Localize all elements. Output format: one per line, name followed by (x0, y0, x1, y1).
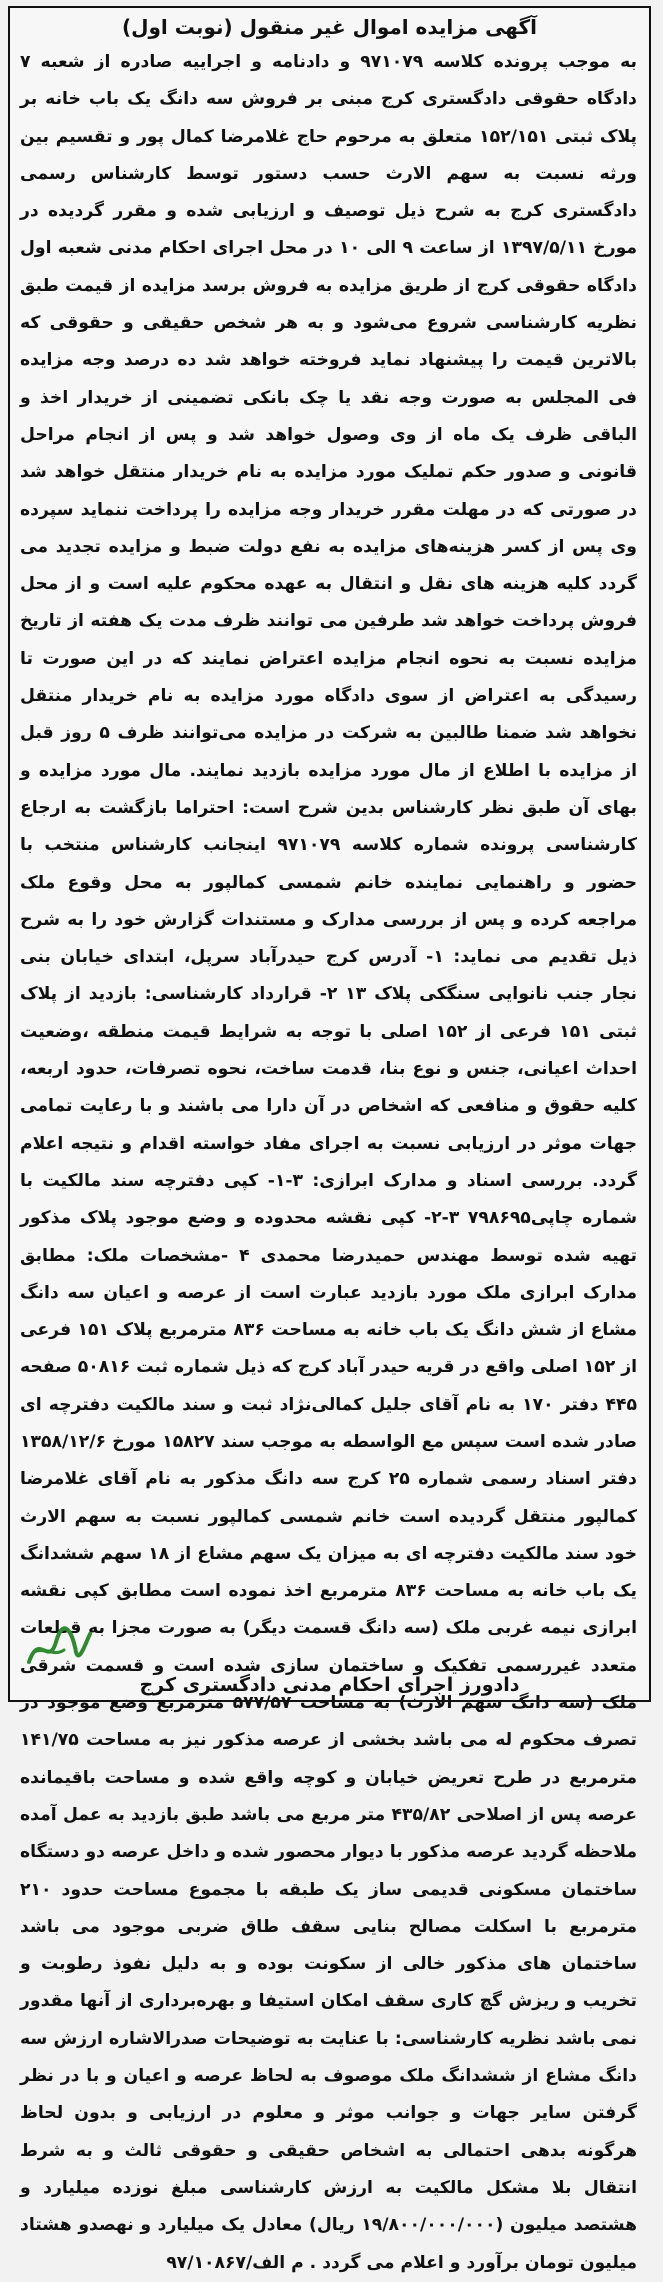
signature-scribble (24, 1622, 94, 1672)
notice-signature: دادورز اجرای احکام مدنی دادگستری کرج (139, 1674, 520, 1696)
notice-title: آگهی مزایده اموال غیر منقول (نوبت اول) (122, 15, 537, 39)
notice-body: به موجب پرونده کلاسه ۹۷۱۰۷۹ و دادنامه و اجراییه صادره از شعبه ۷ دادگاه حقوقی دادگستری کرج مبنی بر فروش سه دانگ یک باب خانه بر پلاک ثبتی ۱۵۲/۱۵۱ متعلق به مرحوم حاج غلامرضا کمال پور و تقسیم بین ورثه نسبت به سهم الارث حسب دستور توسط کارشناس رسمی دادگستری کرج به شرح ذیل توصیف و ارزیابی شده و مقرر گردیده در مورخ ۱۳۹۷/۵/۱۱ از ساعت ۹ الی ۱۰ در محل اجرای احکام مدنی شعبه اول دادگاه حقوقی کرج از طریق مزایده به فروش برسد مزایده از قیمت طبق نظریه کارشناسی شروع می‌شود و به هر شخص حقیقی و حقوقی که بالاترین قیمت را پیشنهاد نماید فروخته خواهد شد ده درصد وجه مزایده فی المجلس به صورت وجه نقد یا چک بانکی تضمینی از خریدار اخذ و الباقی ظرف یک ماه از وی وصول خواهد شد و پس از انجام مراحل قانونی و صدور حکم تملیک مورد مزایده به نام خریدار منتقل خواهد شد در صورتی که در مهلت مقرر خریدار وجه مزایده را پرداخت ننماید سپرده وی پس از کسر هزینه‌های مزایده به نفع دولت ضبط و مزایده تجدید می گردد کلیه هزینه های نقل و انتقال به عهده محکوم علیه است و از محل فروش پرداخت خواهد شد طرفین می توانند ظرف مدت یک هفته از تاریخ مزایده نسبت به نحوه انجام مزایده اعتراض نمایند که در این صورت تا رسیدگی به اعتراض از سوی دادگاه مورد مزایده به نام خریدار منتقل نخواهد شد ضمنا طالبین به شرکت در مزایده می‌توانند ظرف ۵ روز قبل از مزایده با اطلاع از مال مورد مزایده بازدید نمایند. مال مورد مزایده و بهای آن طبق نظر کارشناس بدین شرح است: احتراما بازگشت به ارجاع کارشناسی پرونده شماره کلاسه ۹۷۱۰۷۹ اینجانب کارشناس منتخب با حضور و راهنمایی نماینده خانم شمسی کمالپور به محل وقوع ملک مراجعه کرده و پس از بررسی مدارک و مستندات گزارش خود را به شرح ذیل تقدیم می نماید: ۱- آدرس کرج حیدرآباد سرپل، ابتدای خیابان بنی نجار جنب نانوایی سنگکی پلاک ۱۳ ۲- قرارداد کارشناسی: بازدید از پلاک ثبتی ۱۵۱ فرعی از ۱۵۲ اصلی با توجه به شرایط قیمت منطقه ،وضعیت احداث اعیانی، جنس و نوع بنا، قدمت ساخت، نحوه تصرفات، حدود اربعه، کلیه حقوق و منافعی که اشخاص در آن دارا می باشند و با رعایت تمامی جهات موثر در ارزیابی نسبت به اجرای مفاد خواسته اقدام و نتیجه اعلام گردد. بررسی اسناد و مدارک ابرازی: ۳-۱- کپی دفترچه سند مالکیت با شماره چاپی۷۹۸۶۹۵ ۳-۲- کپی نقشه محدوده و وضع موجود پلاک مذکور تهیه شده توسط مهندس حمیدرضا محمدی ۴ -مشخصات ملک: مطابق مدارک ابرازی ملک مورد بازدید عبارت است از عرصه و اعیان سه دانگ مشاع از شش دانگ یک باب خانه به مساحت ۸۳۶ مترمربع پلاک ۱۵۱ فرعی از ۱۵۲ اصلی واقع در قریه حیدر آباد کرج که ذیل شماره ثبت ۵۰۸۱۶ صفحه ۴۴۵ دفتر ۱۷۰ به نام آقای جلیل کمالی‌نژاد ثبت و سند مالکیت دفترچه ای صادر شده است سپس مع الواسطه به موجب سند ۱۵۸۲۷ مورخ ۱۳۵۸/۱۲/۶ دفتر اسناد رسمی شماره ۲۵ کرج سه دانگ مذکور به نام آقای غلامرضا کمالپور منتقل گردیده است خانم شمسی کمالپور نسبت به سهم الارث خود سند مالکیت دفترچه ای به میزان یک سهم مشاع از ۱۸ سهم ششدانگ یک باب خانه به مساحت ۸۳۶ مترمربع اخذ نموده است مطابق کپی نقشه ابرازی نیمه غربی ملک (سه دانگ قسمت دیگر) به صورت مجزا به قطعات متعدد غیررسمی تفکیک و ساختمان سازی شده است و قسمت شرقی ملک (سه دانگ سهم الارث) به مساحت ۵۷۷/۵۷ مترمربع وضع موجود در تصرف محکوم له می باشد بخشی از عرصه مذکور نیز به مساحت ۱۴۱/۷۵ مترمربع در طرح تعریض خیابان و کوچه واقع شده و مساحت باقیمانده عرصه پس از اصلاحی ۴۳۵/۸۲ متر مربع می باشد طبق بازدید به عمل آمده ملاحظه گردید عرصه مذکور با دیوار محصور شده و داخل عرصه دو دستگاه ساختمان مسکونی قدیمی ساز یک طبقه با مجموع مساحت حدود ۲۱۰ مترمربع با اسکلت مصالح بنایی سقف طاق ضربی موجود می باشد ساختمان های مذکور خالی از سکونت بوده و به دلیل نفوذ رطوبت و تخریب و ریزش گچ کاری سقف امکان استیفا و بهره‌برداری از آنها مقدور نمی باشد نظریه کارشناسی: با عنایت به توضیحات صدرالاشاره ارزش سه دانگ مشاع از ششدانگ ملک موصوف به لحاظ عرصه و اعیان و با در نظر گرفتن سایر جهات و جوانب موثر و معلوم در ارزیابی و بدون لحاظ هرگونه بدهی احتمالی به اشخاص حقیقی و حقوقی ثالث و به شرط انتقال بلا مشکل مالکیت به ارزش کارشناسی مبلغ نوزده میلیارد و هشتصد میلیون (۱۹/۸۰۰/۰۰۰/۰۰۰ ریال) معادل یک میلیارد و نهصدو هشتاد میلیون تومان برآورد و اعلام می گردد . م الف/۹۷/۱۰۸۶۷ (20, 52, 638, 2273)
notice-box (8, 6, 651, 2273)
